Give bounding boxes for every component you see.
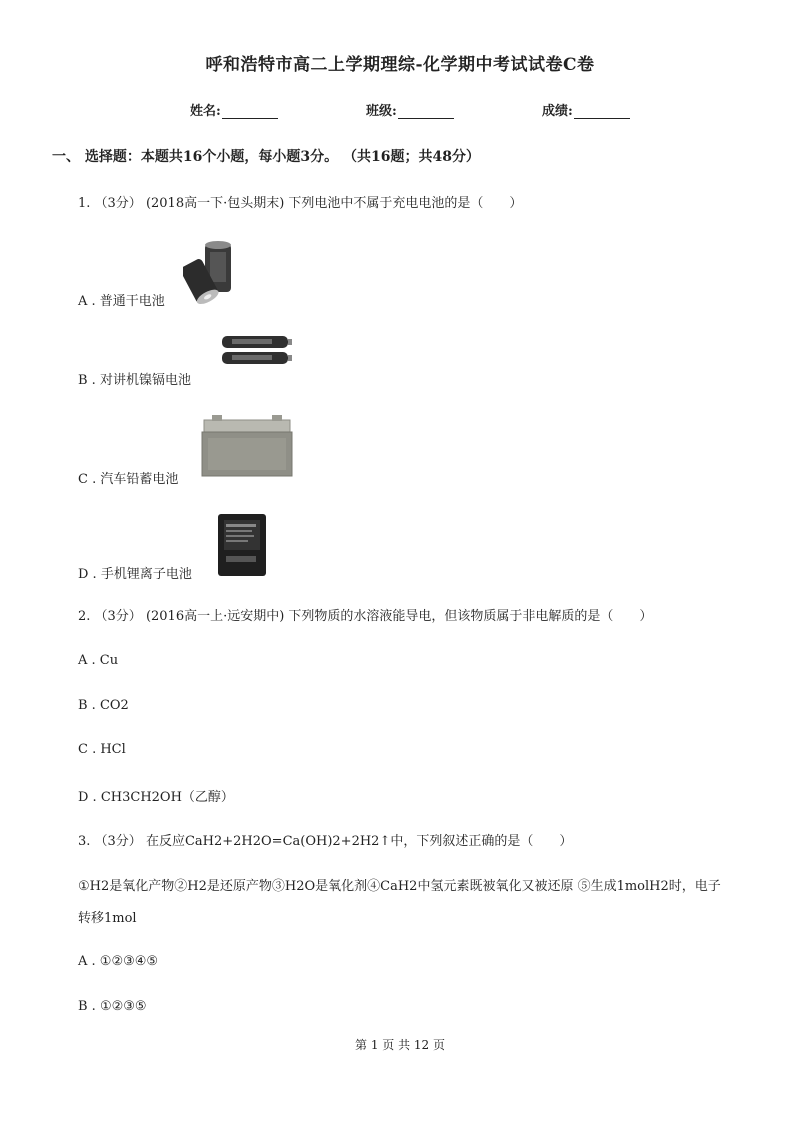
name-field bbox=[190, 100, 278, 119]
question-1-stem: 1. （3分） (2018高一下·包头期末) 下列电池中不属于充电电池的是（ ） bbox=[78, 196, 523, 211]
page-title: 呼和浩特市高二上学期理综-化学期中考试试卷C卷 bbox=[205, 55, 595, 75]
dry-cell-battery-image bbox=[183, 240, 239, 304]
question-3-stem: 3. （3分） 在反应CaH2+2H2O=Ca(OH)2+2H2↑中，下列叙述正确的是（ ） bbox=[78, 834, 573, 849]
question-2-option-b: B . CO2 bbox=[78, 698, 129, 713]
score-blank bbox=[574, 104, 630, 119]
page-footer: 第 1 页 共 12 页 bbox=[355, 1038, 445, 1052]
lithium-ion-battery-image bbox=[216, 512, 268, 578]
question-2-stem: 2. （3分） (2016高一上·远安期中) 下列物质的水溶液能导电，但该物质属于非电解质的是（ ） bbox=[78, 609, 653, 624]
question-1-option-b: B . 对讲机镍镉电池 bbox=[78, 373, 191, 388]
question-2-option-c: C . HCl bbox=[78, 742, 126, 757]
class-field bbox=[366, 100, 454, 119]
question-1-option-a: A . 普通干电池 bbox=[78, 294, 165, 309]
score-field bbox=[542, 100, 630, 119]
question-3-statements-cont: 转移1mol bbox=[78, 911, 137, 926]
name-blank bbox=[222, 104, 278, 119]
question-1-option-d: D . 手机锂离子电池 bbox=[78, 567, 192, 582]
nicd-battery-image bbox=[218, 332, 314, 372]
question-2-option-a: A . Cu bbox=[78, 653, 119, 668]
section-heading: 一、 选择题：本题共16个小题，每小题3分。 （共16题；共48分） bbox=[52, 149, 480, 165]
question-3-option-a: A . ①②③④⑤ bbox=[78, 954, 159, 969]
score-label: 成绩: bbox=[542, 104, 573, 119]
question-3-option-b: B . ①②③⑤ bbox=[78, 999, 147, 1014]
lead-acid-battery-image bbox=[198, 412, 296, 478]
question-2-option-d: D . CH3CH2OH（乙醇） bbox=[78, 790, 234, 805]
question-1-option-c: C . 汽车铅蓄电池 bbox=[78, 472, 179, 487]
class-label: 班级: bbox=[366, 104, 397, 119]
question-3-statements: ①H2是氧化产物②H2是还原产物③H2O是氧化剂④CaH2中氢元素既被氧化又被还原 ⑤生成1molH2时，电子 bbox=[78, 879, 721, 894]
name-label: 姓名: bbox=[190, 104, 221, 119]
class-blank bbox=[398, 104, 454, 119]
